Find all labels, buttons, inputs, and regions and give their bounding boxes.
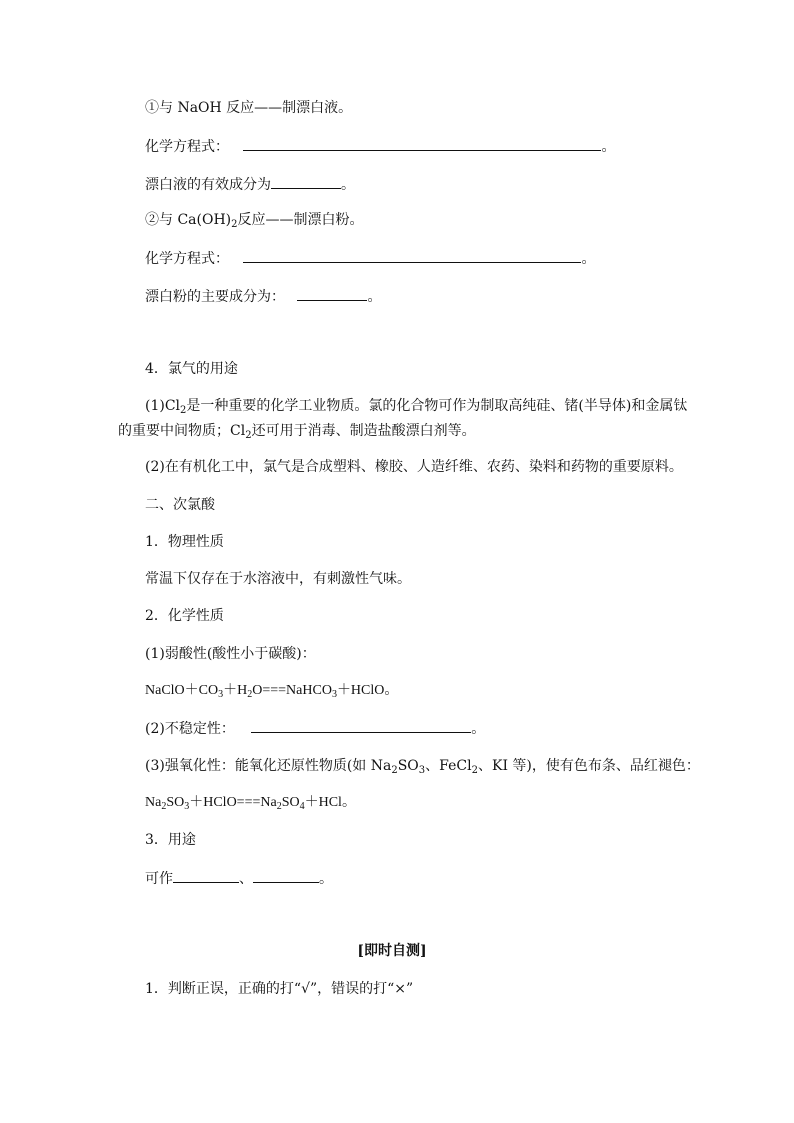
item-naoh-reaction-text: ①与 NaOH 反应——制漂白液。 bbox=[145, 100, 353, 116]
chlorine-uses-para1-line1 bbox=[145, 396, 687, 416]
bleach-liquid-blank[interactable] bbox=[271, 174, 341, 189]
eq2-a-sub: 2 bbox=[161, 801, 167, 812]
uses-blank-2[interactable] bbox=[253, 868, 319, 883]
eq2-e: ＋HCl。 bbox=[304, 795, 356, 810]
uses-heading bbox=[145, 830, 196, 850]
caoh2-equation-line bbox=[145, 248, 595, 269]
physical-text-content: 常温下仅存在于水溶液中，有刺激性气味。 bbox=[145, 571, 411, 587]
uses-line bbox=[145, 868, 333, 889]
chlorine-uses-para1-line2 bbox=[118, 421, 476, 441]
eq2-d: SO bbox=[281, 795, 300, 810]
self-test-q1 bbox=[145, 979, 413, 999]
eq2-d-sub: 4 bbox=[299, 801, 305, 812]
weak-acid-text: (1)弱酸性(酸性小于碳酸)： bbox=[145, 646, 316, 662]
eq1-b: ＋H bbox=[223, 683, 248, 698]
eq1-d: ＋HClO。 bbox=[336, 683, 399, 698]
equation-2 bbox=[145, 793, 356, 813]
eq2-a: Na bbox=[145, 795, 162, 810]
eq1-b-sub: 2 bbox=[247, 689, 253, 700]
weak-acid-line bbox=[145, 644, 316, 664]
para1-a: (1)Cl bbox=[145, 398, 181, 414]
item-caoh2-sub: 2 bbox=[231, 219, 238, 230]
physical-heading-text: 1．物理性质 bbox=[145, 534, 224, 550]
oxidizing-line bbox=[145, 756, 700, 776]
item-caoh2-reaction bbox=[145, 210, 364, 230]
para1-a-sub: 2 bbox=[180, 405, 187, 416]
instability-line bbox=[145, 718, 485, 739]
oxidizing-c: 、FeCl bbox=[425, 758, 472, 774]
para1-d: 还可用于消毒、制造盐酸漂白剂等。 bbox=[251, 423, 476, 439]
physical-text bbox=[145, 569, 411, 589]
item-caoh2-prefix: ②与 Ca(OH) bbox=[145, 212, 232, 228]
eq2-b: SO bbox=[166, 795, 185, 810]
period: 。 bbox=[319, 871, 333, 887]
period: 。 bbox=[601, 139, 616, 155]
self-test-heading bbox=[0, 941, 794, 961]
caoh2-equation-blank[interactable] bbox=[243, 248, 581, 263]
bleach-powder-label: 漂白粉的主要成分为： bbox=[145, 289, 285, 305]
chlorine-uses-para2 bbox=[145, 457, 683, 477]
period: 。 bbox=[581, 251, 596, 267]
uses-heading-text: 3．用途 bbox=[145, 832, 196, 848]
hclo-heading bbox=[145, 495, 215, 515]
bleach-powder-line bbox=[145, 286, 381, 307]
oxidizing-sub3: 2 bbox=[471, 765, 478, 776]
oxidizing-sub2: 3 bbox=[418, 765, 426, 776]
naoh-equation-blank[interactable] bbox=[243, 136, 601, 151]
chlorine-uses-heading-text: 4．氯气的用途 bbox=[145, 361, 238, 377]
equation-1 bbox=[145, 681, 398, 701]
equation-label: 化学方程式： bbox=[145, 139, 229, 155]
item-naoh-reaction bbox=[145, 98, 352, 118]
hclo-heading-text: 二、次氯酸 bbox=[145, 497, 215, 513]
naoh-equation-line bbox=[145, 136, 615, 157]
oxidizing-a: (3)强氧化性：能氧化还原性物质(如 Na bbox=[145, 758, 392, 774]
chemical-heading-text: 2．化学性质 bbox=[145, 608, 224, 624]
eq2-c-sub: 2 bbox=[276, 801, 282, 812]
equation-label: 化学方程式： bbox=[145, 251, 229, 267]
eq1-c-sub: 3 bbox=[331, 689, 337, 700]
bleach-liquid-label: 漂白液的有效成分为 bbox=[145, 177, 271, 193]
oxidizing-d: 、KI 等)，使有色布条、品红褪色： bbox=[477, 758, 700, 774]
oxidizing-sub1: 2 bbox=[391, 765, 398, 776]
instability-label: (2)不稳定性： bbox=[145, 721, 235, 737]
period: 。 bbox=[341, 177, 355, 193]
eq2-c: ＋HClO===Na bbox=[189, 795, 277, 810]
eq1-a-sub: 3 bbox=[218, 689, 224, 700]
physical-heading bbox=[145, 532, 224, 552]
para1-c: 的重要中间物质；Cl bbox=[118, 423, 246, 439]
para2-text: (2)在有机化工中，氯气是合成塑料、橡胶、人造纤维、农药、染料和药物的重要原料。 bbox=[145, 459, 683, 475]
para1-c-sub: 2 bbox=[245, 430, 252, 441]
self-test-q1-text: 1．判断正误，正确的打“√”，错误的打“×” bbox=[145, 981, 414, 997]
chemical-heading bbox=[145, 606, 224, 626]
bleach-powder-blank[interactable] bbox=[297, 286, 367, 301]
chlorine-uses-heading bbox=[145, 359, 238, 379]
period: 。 bbox=[367, 289, 382, 305]
uses-sep: 、 bbox=[239, 871, 253, 887]
para1-b: 是一种重要的化学工业物质。氯的化合物可作为制取高纯硅、锗(半导体)和金属钛 bbox=[186, 398, 688, 414]
uses-blank-1[interactable] bbox=[173, 868, 239, 883]
instability-blank[interactable] bbox=[251, 718, 471, 733]
eq1-a: NaClO＋CO bbox=[145, 683, 219, 698]
eq1-c: O===NaHCO bbox=[252, 683, 332, 698]
uses-prefix: 可作 bbox=[145, 871, 173, 887]
item-caoh2-suffix: 反应——制漂白粉。 bbox=[237, 212, 364, 228]
oxidizing-b: SO bbox=[397, 758, 419, 774]
bleach-liquid-line bbox=[145, 174, 355, 195]
eq2-b-sub: 3 bbox=[184, 801, 190, 812]
self-test-heading-text: [即时自测] bbox=[357, 943, 427, 959]
period: 。 bbox=[471, 721, 486, 737]
